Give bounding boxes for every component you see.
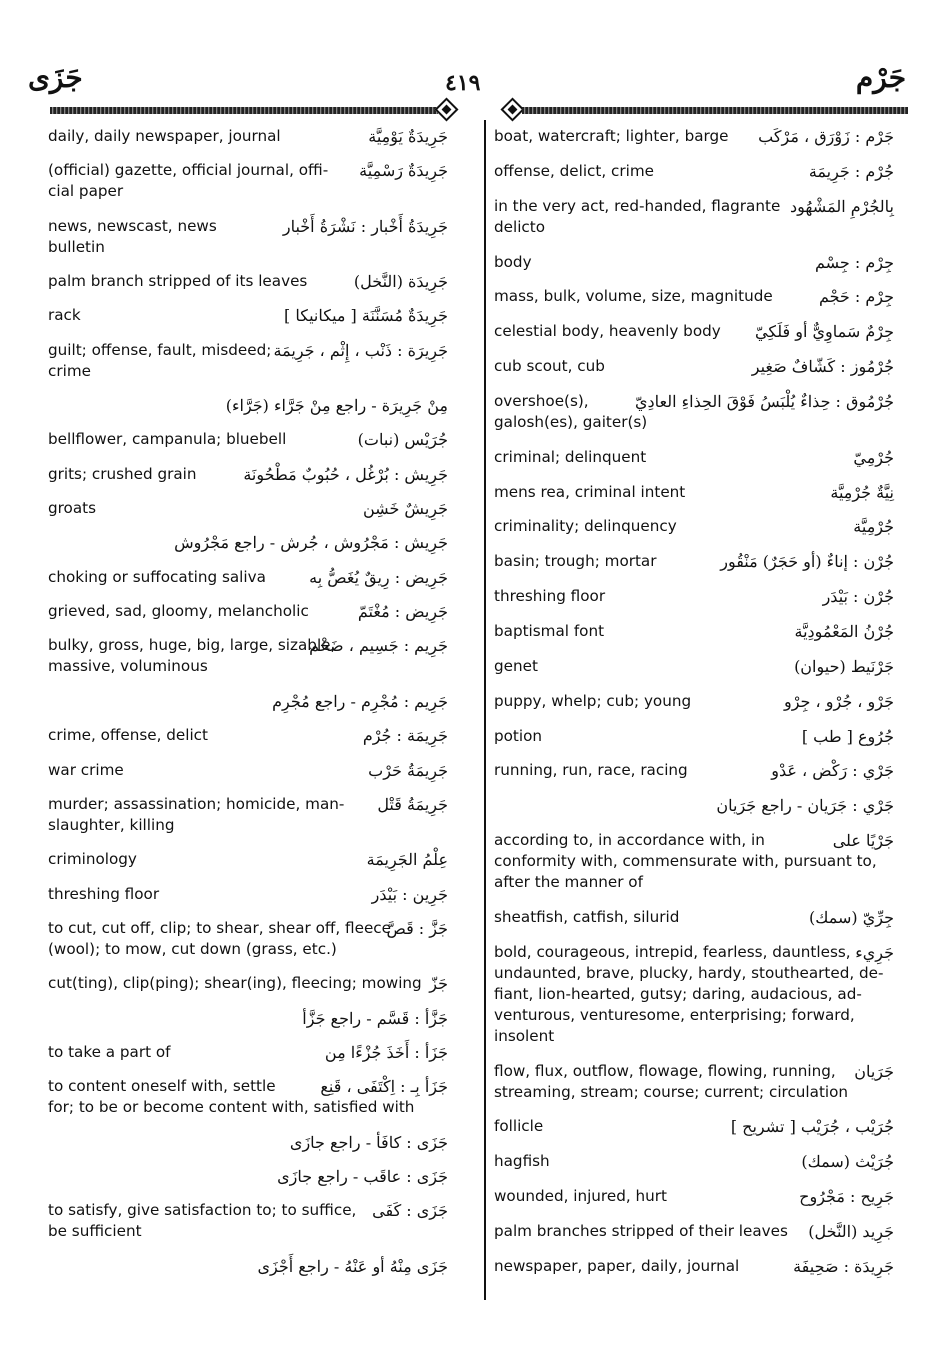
entry-arabic: جَرِيم : جَسِيم ، ضَخْم	[309, 636, 448, 656]
entry-english: sheatfish, catfish, silurid	[494, 907, 680, 926]
dictionary-entry	[494, 161, 894, 182]
entry-english: running, run, race, racing	[494, 761, 688, 780]
entry-english: crime, offense, delict	[48, 726, 208, 745]
entry-arabic: نِيَّةٌ جُرْمِيَّة	[830, 482, 894, 502]
entry-arabic: جَرْنَيط (حيوان)	[794, 656, 894, 676]
dictionary-entry	[494, 1256, 894, 1277]
entry-arabic: جَرِيش : بُرْغُل ، حُبُوبٌ مَطْحُونَة	[243, 464, 448, 484]
entry-english: palm branches stripped of their leaves	[494, 1221, 788, 1240]
entry-english: wounded, injured, hurt	[494, 1187, 667, 1206]
dictionary-entry	[494, 356, 894, 377]
dictionary-entry	[48, 305, 448, 326]
dictionary-entry	[48, 1076, 448, 1118]
header-right-word: جَرْم	[855, 61, 906, 94]
entry-english: daily, daily newspaper, journal	[48, 127, 281, 145]
entry-english: hagfish	[494, 1152, 550, 1171]
dictionary-entry	[494, 447, 894, 468]
header-left-word: جَزَى	[28, 61, 83, 94]
dictionary-entry	[48, 918, 448, 960]
entry-english: overshoe(s), galosh(es), gaiter(s)	[494, 391, 648, 431]
entry-arabic: جَزّ	[429, 974, 448, 994]
entry-arabic: جُرْن : بَيْدَر	[822, 587, 894, 607]
dictionary-entry	[48, 601, 448, 622]
entry-english: body	[494, 252, 532, 271]
dictionary-entry	[48, 973, 448, 994]
entry-arabic: مِنْ جَرِيرَة - راجع مِنْ جَرَّاء (جَرَّاء)	[225, 396, 448, 416]
entry-english: bulky, gross, huge, big, large, sizable, massive, voluminous	[48, 636, 336, 676]
dictionary-entry	[494, 726, 894, 747]
right-column	[494, 126, 894, 1291]
entry-arabic: جُرَيْس (نبات)	[357, 430, 448, 450]
entry-english: grits; crushed grain	[48, 464, 197, 483]
dictionary-entry	[48, 464, 448, 485]
entry-arabic: جَرَيان	[854, 1061, 894, 1081]
entry-arabic: جَزَّأ : قَسَّم - راجع جَزَّأ	[302, 1008, 448, 1028]
dictionary-entry	[494, 1116, 894, 1137]
dictionary-entry	[48, 498, 448, 519]
dictionary-entry	[48, 1166, 448, 1187]
entry-english: threshing floor	[494, 587, 606, 606]
entry-english: mens rea, criminal intent	[494, 482, 686, 501]
dictionary-entry	[48, 1008, 448, 1029]
entry-english: criminal; delinquent	[494, 447, 647, 466]
dictionary-entry	[494, 252, 894, 273]
dictionary-entry	[48, 725, 448, 746]
dictionary-entry	[494, 286, 894, 307]
entry-arabic: جَرِيدَةٌ رَسْمِيَّة	[359, 161, 448, 181]
entry-english: to cut, cut off, clip; to shear, shear off, fleece (wool); to mow, cut down (grass, etc.)	[48, 918, 391, 958]
entry-arabic: جَرِيشٌ خَشِن	[363, 499, 448, 519]
entry-arabic: جَرْو ، جُرْو ، جِرْو	[783, 691, 894, 711]
entry-arabic: جَزَى مِنْهُ أو عَنْهُ - راجع أَجْزَى	[257, 1256, 448, 1276]
entry-arabic: جَزَى : كَفَى	[372, 1201, 448, 1221]
entry-arabic: جَزَى : كافَأ - راجع جازَى	[289, 1132, 448, 1152]
dictionary-entry	[48, 794, 448, 836]
entry-english: basin; trough; mortar	[494, 552, 657, 571]
header-rule-right	[522, 107, 908, 114]
dictionary-entry	[48, 884, 448, 905]
entry-arabic: جَزَّ : قَصَّ	[386, 918, 448, 938]
entry-english: (official) gazette, official journal, offi- cial paper	[48, 161, 329, 201]
dictionary-entry	[48, 760, 448, 781]
entry-english: boat, watercraft; lighter, barge	[494, 127, 729, 145]
entry-english: news, newscast, news bulletin	[48, 216, 217, 256]
entry-english: to satisfy, give satisfaction to; to suffice, be sufficient	[48, 1201, 357, 1241]
entry-english: war crime	[48, 760, 124, 779]
dictionary-entry	[494, 551, 894, 572]
entry-arabic: جَرْي : رَكْض ، عَدْو	[771, 761, 894, 781]
entry-arabic: جَرِيح : مَجْرُوح	[799, 1187, 894, 1207]
dictionary-entry	[48, 429, 448, 450]
entry-english: potion	[494, 726, 543, 745]
entry-arabic: جَرِيدَةٌ مُسَنَّنَة [ ميكانيكا ]	[284, 306, 448, 326]
entry-arabic: جَزَأ : أَخَذَ جُزْءًا مِن	[324, 1042, 448, 1062]
dictionary-entry	[494, 1186, 894, 1207]
diamond-ornament-right	[500, 97, 524, 121]
entry-arabic: جَرِيرَة : ذَنْب ، إِثْم ، جَرِيمَة	[273, 340, 448, 360]
entry-arabic: جَرْيًا على	[832, 831, 894, 851]
entry-english: newspaper, paper, daily, journal	[494, 1256, 740, 1275]
entry-english: follicle	[494, 1117, 544, 1136]
entry-english: murder; assassination; homicide, man- slaughter, killing	[48, 794, 345, 834]
dictionary-entry	[48, 126, 448, 147]
dictionary-entry	[48, 1042, 448, 1063]
entry-arabic: جُرْمِيَّة	[853, 517, 894, 537]
entry-english: bellflower, campanula; bluebell	[48, 430, 287, 449]
entry-english: puppy, whelp; cub; young	[494, 691, 692, 710]
entry-english: flow, flux, outflow, flowage, flowing, running, streaming, stream; course; current; circulation	[494, 1061, 849, 1101]
entry-english: groats	[48, 499, 97, 518]
dictionary-entry	[48, 1200, 448, 1242]
entry-english: genet	[494, 656, 538, 675]
entry-arabic: جَرِيدَة : صَحِيفَة	[793, 1256, 894, 1276]
entry-arabic: جَزَأ بِـ : اِكْتَفَى ، قَنِع	[320, 1077, 448, 1097]
dictionary-entry	[48, 635, 448, 677]
entry-english: offense, delict, crime	[494, 161, 654, 180]
entry-arabic: بِالجُرْمِ المَشْهُود	[790, 196, 894, 216]
dictionary-entry	[48, 395, 448, 416]
entry-arabic: جُرُوع [ طب ]	[801, 726, 894, 746]
entry-english: criminality; delinquency	[494, 517, 677, 536]
entry-arabic: جِرْم : حَجْم	[818, 287, 894, 307]
entry-arabic: جُرْمِيّ	[853, 447, 894, 467]
entry-arabic: جَرِيض : رِيقٌ يُغَصُّ بِه	[309, 567, 448, 587]
dictionary-entry	[494, 621, 894, 642]
entry-arabic: جُرَيْث (سمك)	[801, 1152, 894, 1172]
entry-english: mass, bulk, volume, size, magnitude	[494, 287, 773, 306]
dictionary-entry	[494, 391, 894, 433]
entry-arabic: جَرِيء	[855, 942, 894, 962]
entry-arabic: جَرِين : بَيْدَر	[371, 884, 448, 904]
header-rule-left	[50, 107, 438, 114]
dictionary-entry	[48, 1256, 448, 1277]
entry-english: choking or suffocating saliva	[48, 567, 266, 586]
dictionary-entry	[48, 691, 448, 712]
entry-english: threshing floor	[48, 884, 160, 903]
entry-english: to content oneself with, settle for; to be or become content with, satisfied with	[48, 1077, 415, 1117]
entry-arabic: جَرِيش : مَجْرُوش ، جُرش - راجع مَجْرُوش	[174, 533, 448, 553]
entry-arabic: جَرِيض : مُغْتَمّ	[357, 602, 448, 622]
entry-english: palm branch stripped of its leaves	[48, 272, 308, 291]
dictionary-entry	[48, 1132, 448, 1153]
entry-arabic: جَرْي : جَرَيان - راجع جَرَيان	[716, 796, 894, 816]
dictionary-entry	[48, 532, 448, 553]
dictionary-entry	[494, 907, 894, 928]
entry-arabic: جُرْن : إناءٌ (أو حَجَرٌ) مَنْقُور	[720, 552, 894, 572]
entry-arabic: جِرْمٌ سَماوِيٌّ أو فَلَكِيّ	[755, 322, 894, 342]
dictionary-entry	[494, 482, 894, 503]
column-divider	[484, 120, 486, 1300]
dictionary-entry	[48, 849, 448, 870]
entry-english: cub scout, cub	[494, 357, 605, 376]
entry-english: criminology	[48, 850, 137, 869]
entry-arabic: جَرِيمَةُ قَتْل	[377, 794, 448, 814]
dictionary-entry	[494, 1151, 894, 1172]
entry-arabic: جُرْمُوق : حِذاءٌ يُلْبَسُ فَوْقَ الحِذاءِ العادِيّ	[634, 391, 894, 411]
entry-arabic: جَزَى : عاقَب - راجع جازَى	[277, 1166, 448, 1186]
entry-english: to take a part of	[48, 1042, 171, 1061]
dictionary-entry	[494, 830, 894, 893]
dictionary-entry	[48, 216, 448, 258]
left-column	[48, 126, 448, 1290]
dictionary-entry	[494, 1221, 894, 1242]
entry-arabic: جُرْمُوز : كَشّافٌ صَغِير	[751, 357, 894, 377]
dictionary-entry	[494, 691, 894, 712]
entry-arabic: جَرِيم : مُجْرِم - راجع مُجْرِم	[272, 691, 448, 711]
dictionary-entry	[494, 321, 894, 342]
entry-arabic: جُرْم : جَرِيمَة	[808, 161, 894, 181]
dictionary-entry	[494, 516, 894, 537]
dictionary-entry	[48, 340, 448, 382]
entry-english: celestial body, heavenly body	[494, 322, 721, 341]
dictionary-entry	[494, 795, 894, 816]
entry-arabic: جُرْنُ المَعْمُودِيَّة	[794, 621, 894, 641]
entry-english: bold, courageous, intrepid, fearless, dauntless, undaunted, brave, plucky, hardy, stouthearted, de- fiant, lion-hearted, gutsy; daring, audacious, ad- venturous, venturesome, enterprising; forward, insolent	[494, 942, 884, 1045]
entry-english: according to, in accordance with, in conformity with, commensurate with, pursuant to, after the manner of	[494, 831, 877, 892]
entry-english: cut(ting), clip(ping); shear(ing), fleecing; mowing	[48, 974, 422, 993]
dictionary-entry	[48, 160, 448, 202]
entry-arabic: عِلْمُ الجَرِيمَة	[366, 850, 448, 870]
dictionary-entry	[494, 760, 894, 781]
entry-english: grieved, sad, gloomy, melancholic	[48, 602, 309, 621]
entry-english: guilt; offense, fault, misdeed; crime	[48, 340, 272, 380]
entry-arabic: جِرِّيّ (سمك)	[809, 907, 894, 927]
entry-arabic: جَرِيمَة : جُرْم	[362, 726, 448, 746]
entry-arabic: جَرِيدَة (النَّخل)	[353, 272, 448, 292]
entry-arabic: جَرْم : زَوْرَق ، مَرْكَب	[758, 127, 894, 146]
dictionary-entry	[494, 196, 894, 238]
entry-english: baptismal font	[494, 621, 605, 640]
entry-arabic: جَرِيدَةُ أَخْبار : نَشْرَةُ أَخْبار	[282, 216, 448, 236]
dictionary-entry	[48, 271, 448, 292]
diamond-ornament-left	[434, 97, 458, 121]
page-number: ٤١٩	[445, 70, 481, 96]
entry-english: in the very act, red-handed, flagrante delicto	[494, 196, 781, 236]
entry-arabic: جَرِيدَةٌ يَوْمِيَّة	[368, 127, 448, 146]
dictionary-entry	[494, 942, 894, 1047]
entry-arabic: جِرْم : جِسْم	[815, 252, 894, 272]
entry-arabic: جُرَيْب ، جُرَيْب [ تشريح ]	[730, 1117, 894, 1137]
dictionary-entry	[494, 1061, 894, 1103]
entry-english: rack	[48, 306, 81, 325]
dictionary-entry	[494, 656, 894, 677]
entry-arabic: جَرِيمَةُ حَرْب	[368, 760, 448, 780]
dictionary-entry	[48, 567, 448, 588]
dictionary-entry	[494, 586, 894, 607]
entry-arabic: جَرِيد (النَّخل)	[808, 1221, 894, 1241]
dictionary-entry	[494, 126, 894, 147]
